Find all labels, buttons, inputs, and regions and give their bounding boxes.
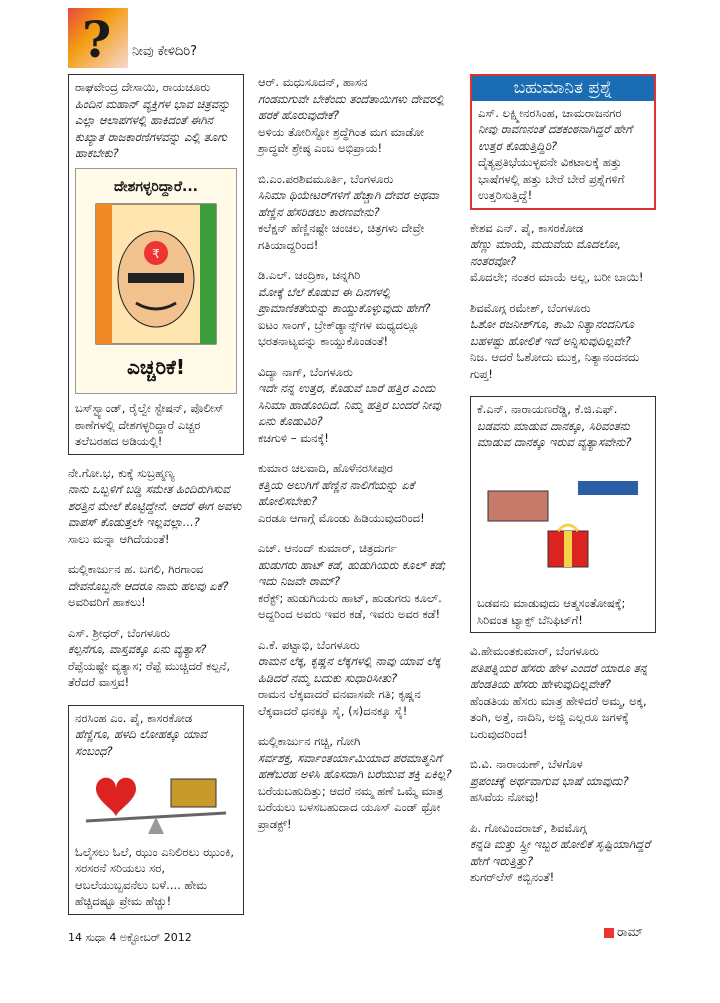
answer-text: ನಿಜ. ಆದರೆ ಓಶೋದು ಮುಕ್ತ, ನಿತ್ಯಾನಂದನದು ಗುಪ್ತ! (470, 350, 640, 381)
question-text: ಇದೇ ನನ್ನ ಉತ್ತರ, ಕೊಡುವೆ ಬಾರೆ ಹತ್ತಿರ ಎಂದು ಸಿನಿಮಾ ಹಾಡೊಂದಿದೆ. ನಿಮ್ಮ ಹತ್ತಿರ ಬಂದರೆ ನೀವು ಏನು ಕೊಡುವಿರಿ? (258, 381, 441, 428)
qa-item (470, 220, 656, 286)
answer-text: ಬರೆಯಬಹುದಿತ್ತು; ಆದರೆ ನಮ್ಮ ಹಣೆ ಒಮ್ಮೆ ಮಾತ್ರ ಬರೆಯಲು ಬಳಸಬಹುದಾದ ಯೂಸ್ ಎಂಡ್ ಥ್ರೋ ಪ್ರಾಡಕ್ಟ್! (258, 783, 444, 831)
prize-question-box (470, 74, 656, 210)
asker-name: ಮಲ್ಲಿಕಾರ್ಜುನ ಗಚ್ಚಿ, ಗೋಗಿ (258, 734, 361, 748)
qa-item (258, 460, 454, 526)
column-3 (470, 74, 656, 900)
answer-text: ಬಸ್‌ಸ್ಟ್ಯಾಂಡ್, ರೈಲ್ವೇ ಸ್ಟೇಷನ್, ಪೊಲೀಸ್ ಠಾಣೆಗಳಲ್ಲಿ ದೇಶಗಳ್ಳರಿದ್ದಾರೆ ಎಚ್ಚರ ತಲೆಬರಹದ ಅಡಿಯಲ್ಲಿ! (75, 401, 224, 448)
asker-name: ಮಲ್ಲಿಕಾರ್ಜುನ ಹ. ಬಗಲಿ, ಗಿರಗಾಂವ (68, 562, 204, 576)
qa-item (258, 364, 454, 447)
answer-text: ರೆಪ್ಪೆಯಷ್ಟೇ ವ್ಯತ್ಯಾಸ; ರೆಪ್ಪೆ ಮುಚ್ಚಿದರೆ ಕಲ್ಪನೆ, ತೆರೆದರೆ ವಾಸ್ತವ! (68, 658, 231, 689)
cartoon-bottom-text: ಎಚ್ಚರಿಕೆ! (127, 354, 185, 379)
asker-name: ಬಿ.ವಿ. ನಾರಾಯಣ್, ಬೆಳಗೊಳ (470, 757, 583, 771)
answer-text: ಶುಗರ್‌ಲೆಸ್ ಕಬ್ಬಿನಂತೆ! (470, 870, 555, 884)
qa-item (258, 540, 454, 623)
qa-item (258, 171, 454, 254)
asker-name: ಆರ್. ಮಧುಸೂದನ್, ಹಾಸನ (258, 75, 368, 89)
answer-text: ಕಚಗುಳಿ – ಮನಕ್ಕೆ! (258, 430, 329, 445)
question-text: ಬಡವನು ಮಾಡುವ ದಾನಕ್ಕೂ, ಸಿರಿವಂತನು ಮಾಡುವ ದಾನಕ್ಕೂ ಇರುವ ವ್ಯತ್ಯಾಸವೇನು? (477, 418, 632, 449)
answer-text: ಹೆಂಡತಿಯ ಹೆಸರು ಮಾತ್ರ ಹೇಳಿದರೆ ಅಮ್ಮ, ಅಕ್ಕ, ತಂಗಿ, ಅತ್ತೆ, ನಾದಿನಿ, ಅಜ್ಜಿ ಎಲ್ಲರೂ ಜಗಳಕ್ಕೆ ಬರುವುದರಿಂದ! (470, 693, 647, 741)
column-2 (258, 74, 454, 846)
qa-item (68, 465, 244, 548)
qa-item (470, 300, 656, 383)
question-text: ಕತ್ತಿಯ ಅಲುಗಿಗೆ ಹೆಣ್ಣಿನ ನಾಲಿಗೆಯನ್ನು ಏಕೆ ಹೋಲಿಸಬೇಕು? (258, 477, 415, 508)
question-text: ಹೆಣ್ಣು ಮಾಯೆ, ಮದುವೆಯ ಮೊದಲೋ, ನಂತರವೋ? (470, 237, 621, 268)
qa-item (258, 733, 454, 832)
question-text: ಗಂಡಮಗುವೇ ಬೇಕೆಂದು ತಂದೆತಾಯಿಗಳು ದೇವರಲ್ಲಿ ಹರಕೆ ಹೊರುವುದೇಕೆ? (258, 91, 445, 122)
question-logo-icon: ? (68, 8, 128, 68)
cartoon-top-text: ದೇಶಗಳ್ಳರಿದ್ದಾರೆ... (114, 178, 198, 195)
asker-name: ಶಿವಮೊಗ್ಗ ರಮೇಶ್, ಬೆಂಗಳೂರು (470, 300, 591, 315)
asker-name: ಕುಮಾರ ಚಲವಾದಿ, ಹೊಳೆನರಸೀಪುರ (258, 461, 393, 475)
section-title: ನೀವು ಕೇಳಿದಿರಿ? (132, 44, 198, 59)
question-text: ಹೆಣ್ಣಿಗೂ, ಹಳದಿ ಲೋಹಕ್ಕೂ ಯಾವ ಸಂಬಂಧ? (75, 727, 207, 758)
question-text: ಹುಡುಗರು ಹಾಟ್ ಕಡೆ, ಹುಡುಗಿಯರು ಕೂಲ್ ಕಡೆ; ಇದು ನಿಜವೇ ರಾಮ್? (258, 557, 447, 588)
featured-qa-box-2 (68, 705, 244, 915)
asker-name: ವಿ.ಹೇಮಂತಕುಮಾರ್, ಬೆಂಗಳೂರು (470, 644, 599, 658)
question-text: ನಾನು ಒಬ್ಬಳಿಗೆ ಬಡ್ಡಿ ಸಮೇತ ಹಿಂದಿರುಗಿಸುವ ಶರತ್ತಿನ ಮೇಲೆ ಕೊಟ್ಟಿದ್ದೇನೆ. ಆದರೆ ಈಗ ಅವಳು ವಾಪಸ್ ಕೊಡುತ್ತಲೇ ಇಲ್ಲವಲ್ಲಾ...? (68, 482, 242, 529)
qa-item (470, 820, 656, 886)
question-text: ದೇವನೊಬ್ಬನೇ ಆದರೂ ನಾಮ ಹಲವು ಏಕೆ? (68, 578, 229, 593)
question-text: ಪತಿಪತ್ನಿಯರ ಹೆಸರು ಹೇಳ ಎಂದರೆ ಯಾರೂ ತನ್ನ ಹೆಂಡತಿಯ ಹೆಸರು ಹೇಳುವುದಿಲ್ಲವೇಕೆ? (470, 660, 648, 691)
question-text: ಮೋಕ್ಕೆ ಬೆಲೆ ಕೊಡುವ ಈ ದಿನಗಳಲ್ಲಿ ಪ್ರಾಮಾಣಿಕತೆಯನ್ನು ಕಾಯ್ದುಕೊಳ್ಳುವುದು ಹೇಗೆ? (258, 284, 431, 315)
answer-text: ಕಲೆಕ್ಷನ್ ಹೆಣ್ಣಿನಷ್ಟೇ ಚಂಚಲ, ಚಿತ್ರಗಳು ದೇವ್ರೇ ಗತಿಯಾದ್ದರಿಂದ! (258, 221, 425, 252)
prize-question-title: ಬಹುಮಾನಿತ ಪ್ರಶ್ನೆ (472, 76, 654, 101)
asker-name: ನೇ.ಗೋ.ಭ, ಕುಕ್ಕೆ ಸುಬ್ರಹ್ಮಣ್ಯ (68, 465, 175, 480)
answer-text: ರಾಮನ ಲೆಕ್ಕವಾದರೆ ವನವಾಸವೇ ಗತಿ; ಕೃಷ್ಣನ ಲೆಕ್ಕವಾದರೆ ಧನಕ್ಕೂ ಸೈ, (ಸ)ದನಕ್ಕೂ ಸೈ! (258, 687, 421, 718)
answer-text: ಐಟಂ ಸಾಂಗ್, ಬ್ರೇಕ್‌ಡ್ಯಾನ್ಸ್‌ಗಳ ಮಧ್ಯದಲ್ಲೂ ಭರತನಾಟ್ಯವನ್ನು ಕಾಯ್ದುಕೊಂಡಂತೆ! (258, 317, 420, 348)
asker-name: ರಾಘವೇಂದ್ರ ದೇಸಾಯಿ, ರಾಯಚೂರು (75, 80, 211, 94)
heart-scale-cartoon (75, 759, 237, 844)
question-text: ಹಿಂದಿನ ಮಹಾನ್ ವ್ಯಕ್ತಿಗಳ ಭಾವ ಚಿತ್ರವನ್ನು ಎಲ್ಲಾ ಆಲಾಪಗಳಲ್ಲಿ ಹಾಕಿದಂತೆ ಈಗಿನ ಕುಖ್ಯಾತ ರಾಜಕಾರಣಿಗಳವನ್ನು ಎಲ್ಲಿ ತೂಗು ಹಾಕಬೇಕು? (75, 96, 230, 160)
answer-text: ಬಡವನು ಮಾಡುವುದು ಆತ್ಮಸಂತೋಷಕ್ಕೆ; ಸಿರಿವಂತ ಟ್ಯಾಕ್ಸ್ ಬೆನಿಫಿಟ್‌ಗೆ! (477, 596, 626, 627)
featured-qa-box (68, 74, 244, 455)
qa-item (258, 74, 454, 157)
qa-item (470, 756, 656, 806)
qa-item (258, 267, 454, 350)
question-text: ಓಶೋ ರಜನೀಶ್‌ಗೂ, ಕಾಮಿ ನಿತ್ಯಾನಂದನಿಗೂ ಬಹಳಷ್ಟು ಹೋಲಿಕೆ ಇದೆ ಅನ್ನಿಸುವುದಿಲ್ಲವೇ? (470, 317, 635, 348)
question-text: ರಾಮನ ಲೆಕ್ಕ, ಕೃಷ್ಣನ ಲೆಕ್ಕಗಳಲ್ಲಿ ನಾವು ಯಾವ ಲೆಕ್ಕ ಹಿಡಿದರೆ ನಮ್ಮ ಬದುಕು ಸುಧಾರಿಸೀತು? (258, 654, 441, 685)
qa-item (68, 625, 244, 691)
answer-text: ದೈತ್ಯಪ್ರತಿಭೆಯುಳ್ಳವನೇ ವಿಕಟಾಲಕ್ಕೆ ಹತ್ತು ಭಾಷೆಗಳಲ್ಲಿ ಹತ್ತು ಬೇರೆ ಬೇರೆ ಪ್ರಶ್ನೆಗಳಿಗೆ ಉತ್ತರಿಸುತ್ತಿದ್ದೆ! (478, 155, 625, 202)
asker-name: ಕೇಶವ ಎನ್. ಪೈ, ಕಾಸರಕೋಡ (470, 220, 584, 235)
asker-name: ಬಿ.ಎಂ.ಪರಶಿವಮೂರ್ತಿ, ಬೆಂಗಳೂರು (258, 171, 394, 186)
question-text: ಸರ್ವಶಕ್ತ, ಸರ್ವಾಂತರ್ಯಾಮಿಯಾದ ಪರಮಾತ್ಮನಿಗೆ ಹಣೆಬರಹ ಅಳಿಸಿ ಹೊಸದಾಗಿ ಬರೆಯುವ ಶಕ್ತಿ ಏಕಿಲ್ಲ? (258, 750, 452, 781)
asker-name: ಕೆ.ಎನ್. ನಾರಾಯಣರೆಡ್ಡಿ, ಕೆ.ಜಿ.ಎಫ್. (477, 402, 618, 416)
answer-text: ಓಲೈಸಲು ಓಲೆ, ಝುಂ ಎನಿಲಿರಲು ಝುಂಕಿ, ಸರಸರನೆ ಸರಿಯಲು ಸರ, ಆಬಲೆಯುಬ್ಬವನೆಲು ಬಳೆ.... ಹೇಮ ಹೆಚ್ಚಿದಷ್ಟೂ ಪ್ರೇಮ ಹೆಚ್ಚು! (75, 844, 235, 908)
answer-text: ಅವರಿವರಿಗೆ ಹಾಕಲು! (68, 595, 146, 609)
author-name: ರಾಮ್ (617, 925, 643, 939)
asker-name: ಎಸ್. ಶ್ರೀಧರ್, ಬೆಂಗಳೂರು (68, 625, 171, 640)
cartoon-image (75, 168, 237, 395)
donation-cartoon (477, 451, 649, 596)
column-1 (68, 74, 244, 915)
question-text: ನೀವು ರಾವಣನಂತೆ ದಶಕಂಠನಾಗಿದ್ದರೆ ಹೇಗೆ ಉತ್ತರ ಕೊಡುತ್ತಿದ್ದಿರಿ? (478, 122, 633, 153)
answer-text: ಕರೆಕ್ಟ್; ಹುಡುಗಿಯರು ಹಾಟ್, ಹುಡುಗರು ಕೂಲ್. ಅದ್ದರಿಂದ ಅವರು ಇವರ ಕಡೆ, ಇವರು ಅವರ ಕಡೆ! (258, 590, 442, 621)
asker-name: ಎಚ್. ಆನಂದ್ ಕುಮಾರ್, ಚಿತ್ರದುರ್ಗ (258, 541, 397, 555)
answer-text: ಅಳಿಯ ತೋರಿಸ್ದೋ ಶ್ರದ್ಧೆಗಿಂತ ಮಗ ಮಾಡೋ ಶ್ರಾದ್ಧವೇ ಶ್ರೇಷ್ಠ ಎಂಬ ಅಭಿಪ್ರಾಯ! (258, 124, 424, 155)
featured-qa-box-3 (470, 396, 656, 633)
asker-name: ಎ.ಕೆ. ಪಟ್ಟಾಭಿ, ಬೆಂಗಳೂರು (258, 637, 360, 652)
question-text: ಪ್ರಪಂಚಕ್ಕೆ ಅರ್ಥವಾಗುವ ಭಾಷೆ ಯಾವುದು? (470, 773, 629, 788)
red-square-icon (604, 928, 614, 938)
qa-item (258, 637, 454, 720)
asker-name: ಎಸ್. ಲಕ್ಷ್ಮೀನರಸಿಂಹ, ಚಾಮರಾಜನಗರ (478, 105, 622, 120)
answer-text: ಹಸಿವೆಯ ನೋವು! (470, 790, 540, 804)
page-footer: 14 ಸುಧಾ 4 ಅಕ್ಟೋಬರ್ 2012 (68, 931, 192, 944)
answer-text: ಮೊದಲೇ; ನಂತರ ಮಾಯೆ ಅಲ್ಲ, ಬರೀ ಬಾಯಿ! (470, 270, 644, 284)
qa-item (470, 643, 656, 742)
page-header (68, 8, 668, 68)
qa-item (68, 561, 244, 611)
author-signature (604, 925, 643, 940)
question-text: ಕಲ್ಪನೆಗೂ, ವಾಸ್ತವಕ್ಕೂ ಏನು ವ್ಯತ್ಯಾಸ? (68, 642, 207, 656)
asker-name: ನರಸಿಂಹ ಎಂ. ಪೈ, ಕಾಸರಕೋಡ (75, 710, 193, 725)
question-text: ಸಿನಿಮಾ ಥಿಯೇಟರ್‌ಗಳಿಗೆ ಹೆಚ್ಚಾಗಿ ದೇವರ ಅಥವಾ ಹೆಣ್ಣಿನ ಹೆಸರಿಡಲು ಕಾರಣವೇನು? (258, 188, 440, 219)
question-text: ಕನ್ನಡಿ ಮತ್ತು ಸ್ತ್ರೀ ಇಬ್ಬರ ಹೋಲಿಕೆ ಸೃಷ್ಟಿಯಾಗಿದ್ದರೆ ಹೇಗೆ ಇರುತ್ತಿತ್ತು? (470, 837, 651, 868)
answer-text: ಎರಡೂ ಆಗಾಗ್ಗೆ ಮೊಂಡು ಹಿಡಿಯುವುದರಿಂದ! (258, 510, 425, 525)
asker-name: ವಿದ್ಯಾ ನಾಗ್, ಬೆಂಗಳೂರು (258, 364, 353, 379)
svg-text:₹: ₹ (152, 246, 160, 261)
answer-text: ಸಾಲು ಮನ್ನಾ ಆಗಿದೆಯಂತೆ! (68, 531, 170, 546)
asker-name: ಪಿ. ಗೋವಿಂದರಾಜ್, ಶಿವಮೊಗ್ಗ (470, 820, 587, 835)
asker-name: ಡಿ.ಎಲ್. ಚಂದ್ರಿಕಾ, ಚನ್ನಗಿರಿ (258, 268, 361, 282)
